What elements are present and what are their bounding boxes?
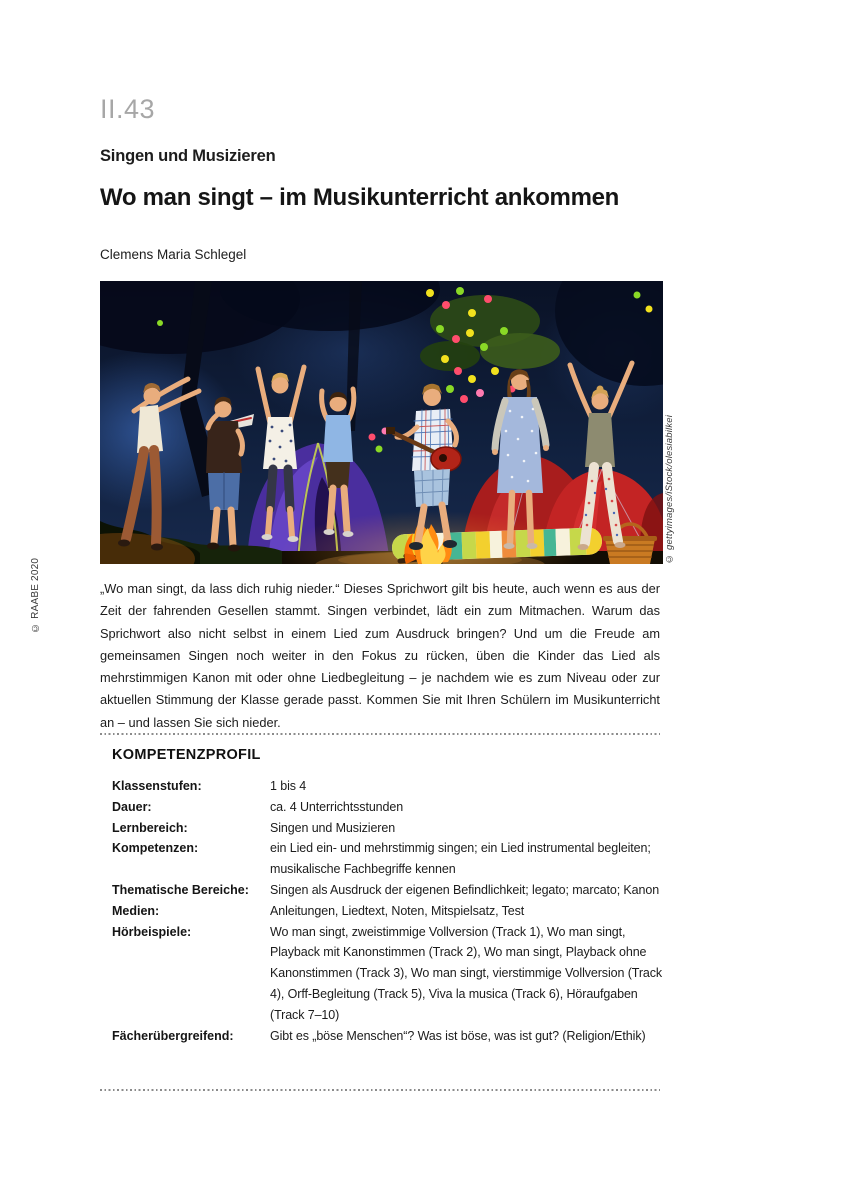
profile-row-dauer (100, 797, 663, 818)
profile-value: Singen und Musizieren (270, 820, 396, 835)
profile-label: Klassenstufen: (112, 779, 202, 793)
profile-row-faecheruebergreifend (100, 1026, 663, 1047)
intro-paragraph: „Wo man singt, da lass dich ruhig nieder.“ Dieses Sprichwort gilt bis heute, auch wenn es aus der Zeit der fahrenden Gesellen stammt. Singen verbindet, lädt ein zum Mitmachen. Warum das Sprichwort also nicht selbst in einem Lied zum Ausdruck bringen? Und um die Freude am gemeinsamen Singen noch weiter in den Fokus zu rücken, üben die Kinder das Lied als mehrstimmigen Kanon mit oder ohne Liedbegleitung – je nachdem wie es zum Niveau oder zur aktuellen Stimmung der Klasse gerade passt. Kommen Sie mit Ihren Schülern im Musikunterricht an – und lassen Sie sich nieder. (100, 581, 660, 730)
profile-heading: KOMPETENZPROFIL (112, 747, 261, 763)
profile-value: Wo man singt, zweistimmige Vollversion (Track 1), Wo man singt, Playback mit Kanonstimmen (Track 2), Wo man singt, Playback ohne Kanonstimmen (Track 3), Wo man singt, vierstimmige Vollversion (Track 4), Orff-Begleitung (Track 5), Viva la musica (Track 6), Höraufgaben (Track 7–10) (270, 924, 663, 1022)
profile-value: ca. 4 Unterrichtsstunden (270, 799, 404, 814)
profile-row-lernbereich (100, 818, 663, 839)
series-title: Singen und Musizieren (100, 147, 276, 165)
profile-row-kompetenzen (100, 838, 663, 880)
profile-label: Medien: (112, 903, 160, 918)
profile-value: Anleitungen, Liedtext, Noten, Mitspielsatz, Test (270, 903, 525, 918)
profile-label: Kompetenzen: (112, 841, 199, 856)
profile-label: Hörbeispiele: (112, 924, 192, 939)
author-name: Clemens Maria Schlegel (100, 247, 247, 262)
dotted-divider-top (100, 733, 660, 735)
photo-credit: © gettyimages/iStock/olesiabilkei (664, 414, 675, 564)
profile-row-medien (100, 901, 663, 922)
profile-row-klassenstufen (100, 776, 663, 797)
raabe-copyright: © RAABE 2020 (30, 557, 41, 634)
profile-label: Dauer: (112, 799, 152, 814)
profile-label: Lernbereich: (112, 820, 188, 835)
profile-label: Fächerübergreifend: (112, 1028, 234, 1043)
profile-value: 1 bis 4 (270, 779, 307, 793)
profile-value: Singen als Ausdruck der eigenen Befindlichkeit; legato; marcato; Kanon (270, 882, 660, 897)
dotted-divider-bottom (100, 1089, 660, 1091)
section-code: II.43 (100, 94, 156, 124)
campfire-photo-scene (100, 281, 663, 564)
profile-label: Thematische Bereiche: (112, 882, 249, 897)
profile-value: ein Lied ein- und mehrstimmig singen; ein Lied instrumental begleiten; musikalische Fachbegriffe kennen (270, 841, 651, 877)
campfire-photo (100, 281, 663, 564)
profile-row-thematische-bereiche (100, 880, 663, 901)
page-title: Wo man singt – im Musikunterricht ankommen (100, 184, 620, 211)
profile-row-hoerbeispiele (100, 922, 663, 1026)
profile-table (100, 776, 663, 1046)
profile-value: Gibt es „böse Menschen“? Was ist böse, was ist gut? (Religion/Ethik) (270, 1028, 646, 1043)
